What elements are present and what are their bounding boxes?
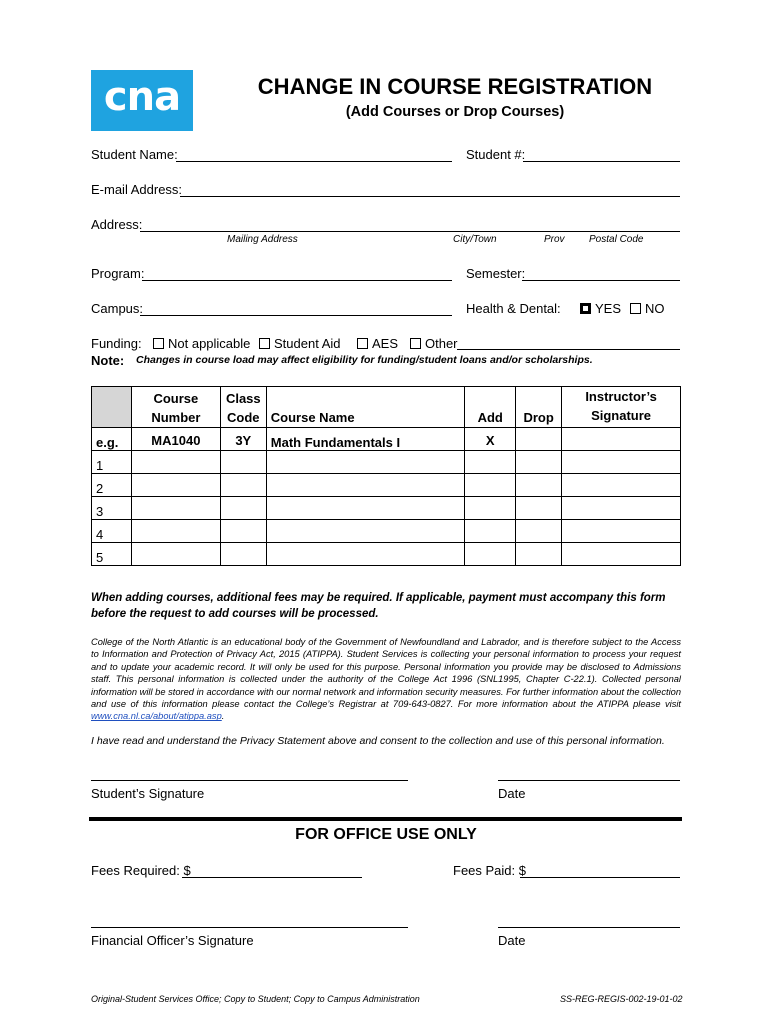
example-course-number: MA1040 [131,428,220,451]
prov-hint: Prov [544,234,565,245]
drop-cell[interactable] [516,520,562,543]
yes-checkbox[interactable] [580,303,591,314]
footer-form-code: SS-REG-REGIS-002-19-01-02 [560,994,683,1004]
consent-statement: I have read and understand the Privacy Statement above and consent to the collection and use of this personal information. [91,735,665,747]
row-number: 5 [92,543,132,566]
other-field[interactable] [457,349,680,350]
student-number-label: Student #: [466,147,526,162]
course-number-cell[interactable] [131,543,220,566]
course-number-cell[interactable] [131,497,220,520]
other-label: Other [425,336,458,351]
course-name-cell[interactable] [266,543,465,566]
add-cell[interactable] [465,451,516,474]
office-divider [89,817,682,821]
table-row [92,497,681,520]
table-row [92,474,681,497]
funding-label: Funding: [91,336,142,351]
health-dental-no[interactable] [630,301,665,316]
address-label: Address: [91,217,143,232]
add-header: Add [465,387,516,428]
health-dental-yes[interactable] [580,301,621,316]
fees-required-field[interactable] [182,877,362,878]
table-row [92,451,681,474]
row-number: 2 [92,474,132,497]
office-use-title: FOR OFFICE USE ONLY [295,826,477,843]
aes-checkbox[interactable] [357,338,368,349]
postal-code-hint: Postal Code [589,234,644,245]
drop-header: Drop [516,387,562,428]
course-number-header: Course Number [131,387,220,428]
class-code-cell[interactable] [220,520,266,543]
cna-logo [91,70,193,131]
signature-cell[interactable] [562,451,681,474]
student-name-label: Student Name: [91,147,178,162]
no-label: NO [645,301,665,316]
signature-cell[interactable] [562,543,681,566]
table-row [92,543,681,566]
table-row [92,520,681,543]
officer-date-label: Date [498,933,526,948]
funding-student-aid[interactable] [259,336,341,351]
form-title: CHANGE IN COURSE REGISTRATION [257,74,653,99]
course-name-cell[interactable] [266,474,465,497]
course-name-cell[interactable] [266,451,465,474]
add-cell[interactable] [465,474,516,497]
privacy-statement [91,636,681,723]
example-class-code: 3Y [220,428,266,451]
signature-cell[interactable] [562,520,681,543]
not-applicable-label: Not applicable [168,336,251,351]
course-number-cell[interactable] [131,474,220,497]
program-field[interactable] [142,280,452,281]
instructor-signature-header: Instructor’s Signature [562,387,681,428]
officer-date-line[interactable] [498,927,680,928]
add-cell[interactable] [465,520,516,543]
fees-required-label: Fees Required: $ [91,863,191,878]
example-drop [516,428,562,451]
course-name-cell[interactable] [266,520,465,543]
row-number: 4 [92,520,132,543]
example-row [92,428,681,451]
not-applicable-checkbox[interactable] [153,338,164,349]
row-number: 1 [92,451,132,474]
student-date-label: Date [498,786,526,801]
aes-label: AES [372,336,399,351]
class-code-cell[interactable] [220,543,266,566]
officer-signature-line[interactable] [91,927,408,928]
logo-text: cna [103,74,181,120]
row-number: 3 [92,497,132,520]
drop-cell[interactable] [516,543,562,566]
course-table [91,386,681,566]
student-name-field[interactable] [176,161,452,162]
example-signature [562,428,681,451]
class-code-header: Class Code [220,387,266,428]
student-signature-line[interactable] [91,780,408,781]
example-course-name: Math Fundamentals I [266,428,465,451]
student-number-field[interactable] [523,161,680,162]
campus-label: Campus: [91,301,144,316]
course-number-cell[interactable] [131,520,220,543]
fees-paid-label: Fees Paid: $ [453,863,526,878]
email-field[interactable] [180,196,680,197]
no-checkbox[interactable] [630,303,641,314]
semester-label: Semester: [466,266,526,281]
add-cell[interactable] [465,543,516,566]
yes-label: YES [595,301,622,316]
row-label-header [92,387,132,428]
table-header-row [92,387,681,428]
mailing-address-hint: Mailing Address [227,234,298,245]
course-number-cell[interactable] [131,451,220,474]
student-date-line[interactable] [498,780,680,781]
email-label: E-mail Address: [91,182,183,197]
add-cell[interactable] [465,497,516,520]
class-code-cell[interactable] [220,474,266,497]
address-field[interactable] [140,231,680,232]
funding-aes[interactable] [357,336,398,351]
form-subtitle: (Add Courses or Drop Courses) [345,104,565,120]
atippa-link[interactable]: www.cna.nl.ca/about/atippa.asp [91,711,222,722]
signature-cell[interactable] [562,474,681,497]
program-label: Program: [91,266,145,281]
funding-other[interactable] [410,336,458,351]
drop-cell[interactable] [516,474,562,497]
fees-paid-field[interactable] [520,877,680,878]
class-code-cell[interactable] [220,497,266,520]
semester-field[interactable] [522,280,680,281]
student-aid-checkbox[interactable] [259,338,270,349]
student-signature-label: Student’s Signature [91,786,205,801]
health-dental-label: Health & Dental: [466,301,561,316]
footer-distribution: Original-Student Services Office; Copy to Student; Copy to Campus Administration [91,994,420,1004]
course-name-header: Course Name [266,387,465,428]
city-hint: City/Town [453,234,497,245]
example-add: X [465,428,516,451]
signature-cell[interactable] [562,497,681,520]
drop-cell[interactable] [516,451,562,474]
note-label: Note: [91,353,125,368]
campus-field[interactable] [140,315,452,316]
drop-cell[interactable] [516,497,562,520]
officer-signature-label: Financial Officer’s Signature [91,933,254,948]
example-label: e.g. [92,428,132,451]
fees-note: When adding courses, additional fees may be required. If applicable, payment must accompany this form before the request to add courses will be processed. [91,592,666,620]
other-checkbox[interactable] [410,338,421,349]
student-aid-label: Student Aid [274,336,341,351]
privacy-text: College of the North Atlantic is an educational body of the Government of Newfoundland and Labrador, and is therefore subject to the Access to Information and Protection of Privacy Act, 2015 (ATIPPA). Student Services is collecting your personal information to process your request and to update your academic record. It will only be used for this purpose. Personal information you provide may be disclosed to Admissions staff. This personal information is collected under the authority of the College Act 1996 (SNL1995, Chapter C-22.1). Collected personal information will be stored in accordance with our normal network and information security measures. For further information about the collection and use of this information please contact the College’s Registrar at 709-643-0827. For more information about the ATIPPA please visit [91,637,681,710]
class-code-cell[interactable] [220,451,266,474]
privacy-suffix: . [221,711,225,722]
course-name-cell[interactable] [266,497,465,520]
funding-not-applicable[interactable] [153,336,250,351]
note-text: Changes in course load may affect eligibility for funding/student loans and/or scholarships. [136,354,593,366]
